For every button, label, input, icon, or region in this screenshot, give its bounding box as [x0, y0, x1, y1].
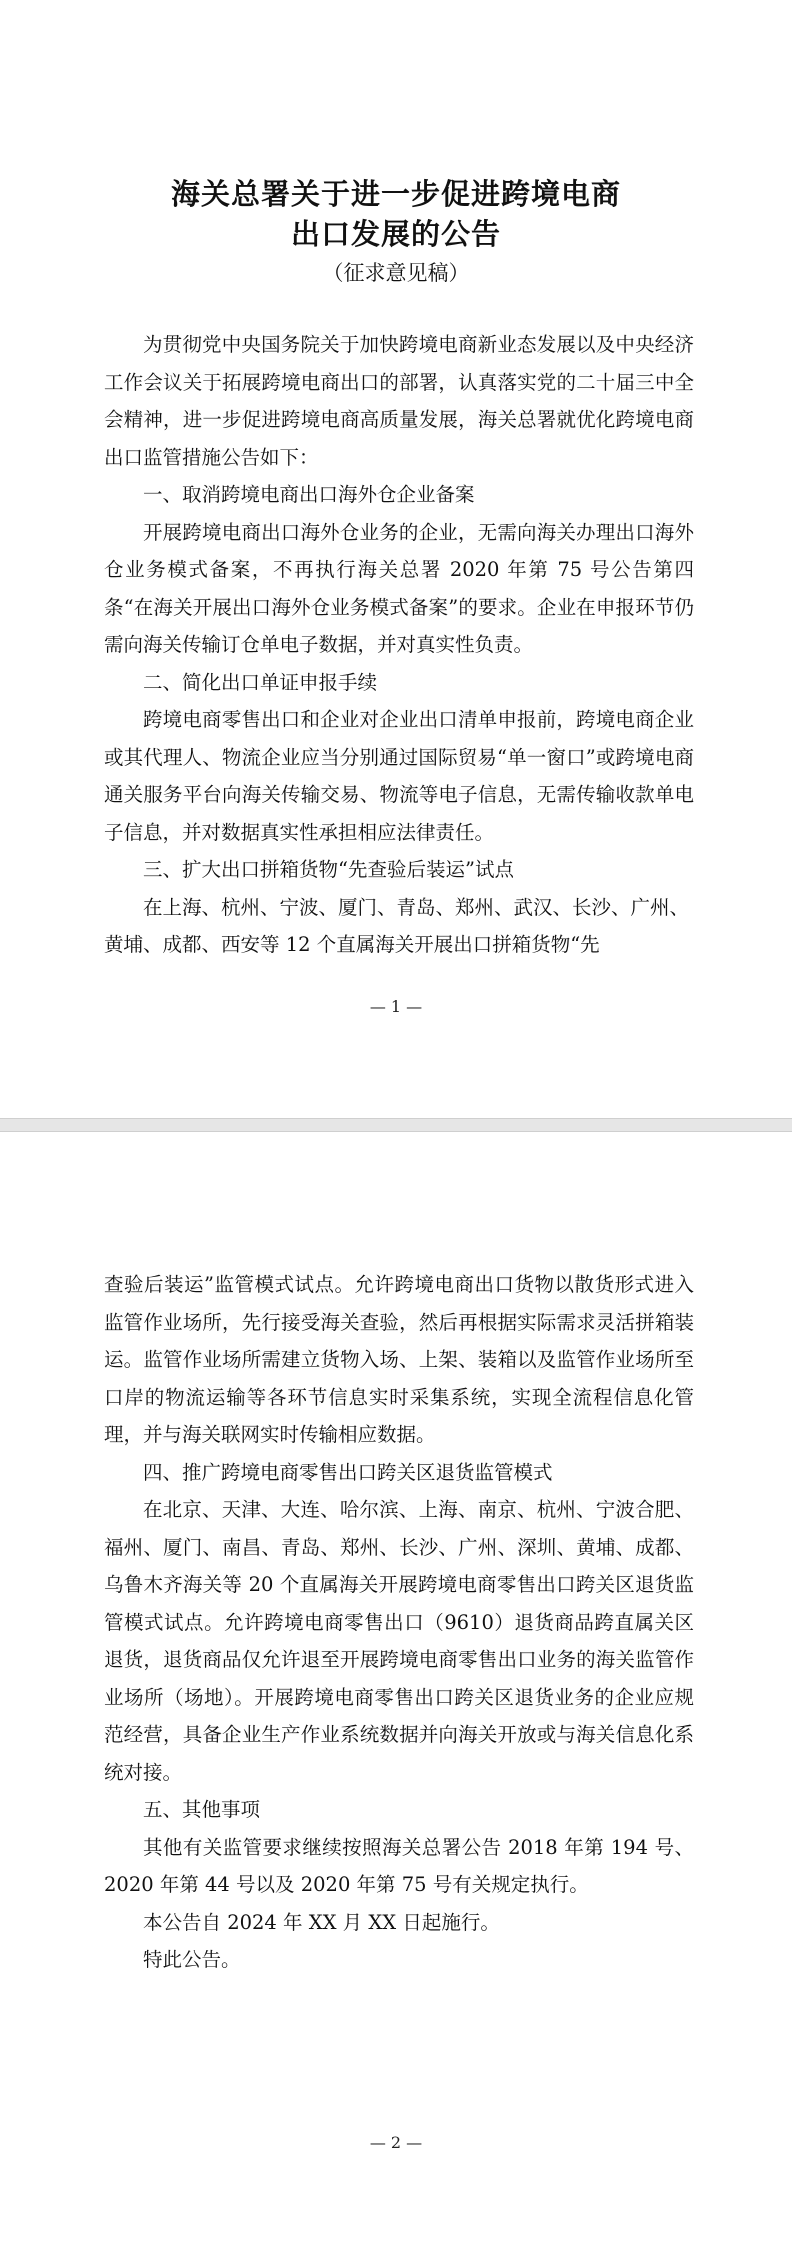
intro-paragraph: 为贯彻党中央国务院关于加快跨境电商新业态发展以及中央经济工作会议关于拓展跨境电商出口的部署，认真落实党的二十届三中全会精神，进一步促进跨境电商高质量发展，海关总署就优化跨境电商出口监管措施公告如下：: [104, 333, 694, 469]
document-title-line-1: 海关总署关于进一步促进跨境电商: [170, 177, 621, 211]
section-3-paragraph-start: 在上海、杭州、宁波、厦门、青岛、郑州、武汉、长沙、广州、黄埔、成都、西安等 12 个直属海关开展出口拼箱货物“先: [104, 895, 690, 956]
page-2-body: [104, 1266, 694, 1979]
page-1-body: [104, 326, 694, 964]
document-page-2: [0, 1132, 792, 2250]
section-3-paragraph-continued: 查验后装运”监管模式试点。允许跨境电商出口货物以散货形式进入监管作业场所，先行接受海关查验，然后再根据实际需求灵活拼箱装运。监管作业场所需建立货物入场、上架、装箱以及监管作业场所至口岸的物流运输等各环节信息实时采集系统，实现全流程信息化管理，并与海关联网实时传输相应数据。: [104, 1273, 694, 1446]
section-5-paragraph: 其他有关监管要求继续按照海关总署公告 2018 年第 194 号、2020 年第 44 号以及 2020 年第 75 号有关规定执行。: [104, 1835, 694, 1896]
section-heading-3: 三、扩大出口拼箱货物“先查验后装运”试点: [143, 858, 514, 881]
section-heading-4: 四、推广跨境电商零售出口跨关区退货监管模式: [143, 1460, 553, 1484]
page-number-1: — 1 —: [369, 997, 423, 1016]
section-4-paragraph: 在北京、天津、大连、哈尔滨、上海、南京、杭州、宁波合肥、福州、厦门、南昌、青岛、郑州、长沙、广州、深圳、黄埔、成都、乌鲁木齐海关等 20 个直属海关开展跨境电商零售出口跨关区退货监管模式试点。允许跨境电商零售出口（9610）退货商品跨直属关区退货，退货商品仅允许退至开展跨境电商零售出口业务的海关监管作业场所（场地）。开展跨境电商零售出口跨关区退货业务的企业应规范经营，具备企业生产作业系统数据并向海关开放或与海关信息化系统对接。: [104, 1498, 694, 1784]
section-heading-5: 五、其他事项: [143, 1798, 261, 1821]
section-2-paragraph: 跨境电商零售出口和企业对企业出口清单申报前，跨境电商企业或其代理人、物流企业应当分别通过国际贸易“单一窗口”或跨境电商通关服务平台向海关传输交易、物流等电子信息，无需传输收款单电子信息，并对数据真实性承担相应法律责任。: [104, 708, 694, 844]
section-heading-1: 一、取消跨境电商出口海外仓企业备案: [143, 483, 475, 506]
page-separator: [0, 1118, 792, 1132]
page-number-2: — 2 —: [369, 2133, 423, 2152]
document-subtitle: （征求意见稿）: [322, 261, 470, 285]
effective-date-paragraph: 本公告自 2024 年 XX 月 XX 日起施行。: [143, 1910, 500, 1934]
section-1-paragraph: 开展跨境电商出口海外仓业务的企业，无需向海关办理出口海外仓业务模式备案，不再执行海关总署 2020 年第 75 号公告第四条“在海关开展出口海外仓业务模式备案”的要求。企业在申报环节仍需向海关传输订仓单电子数据，并对真实性负责。: [104, 520, 694, 656]
document-title-line-2: 出口发展的公告: [290, 217, 501, 251]
section-heading-2: 二、简化出口单证申报手续: [143, 670, 378, 694]
closing-paragraph: 特此公告。: [143, 1948, 241, 1971]
document-page-1: [0, 0, 792, 1118]
